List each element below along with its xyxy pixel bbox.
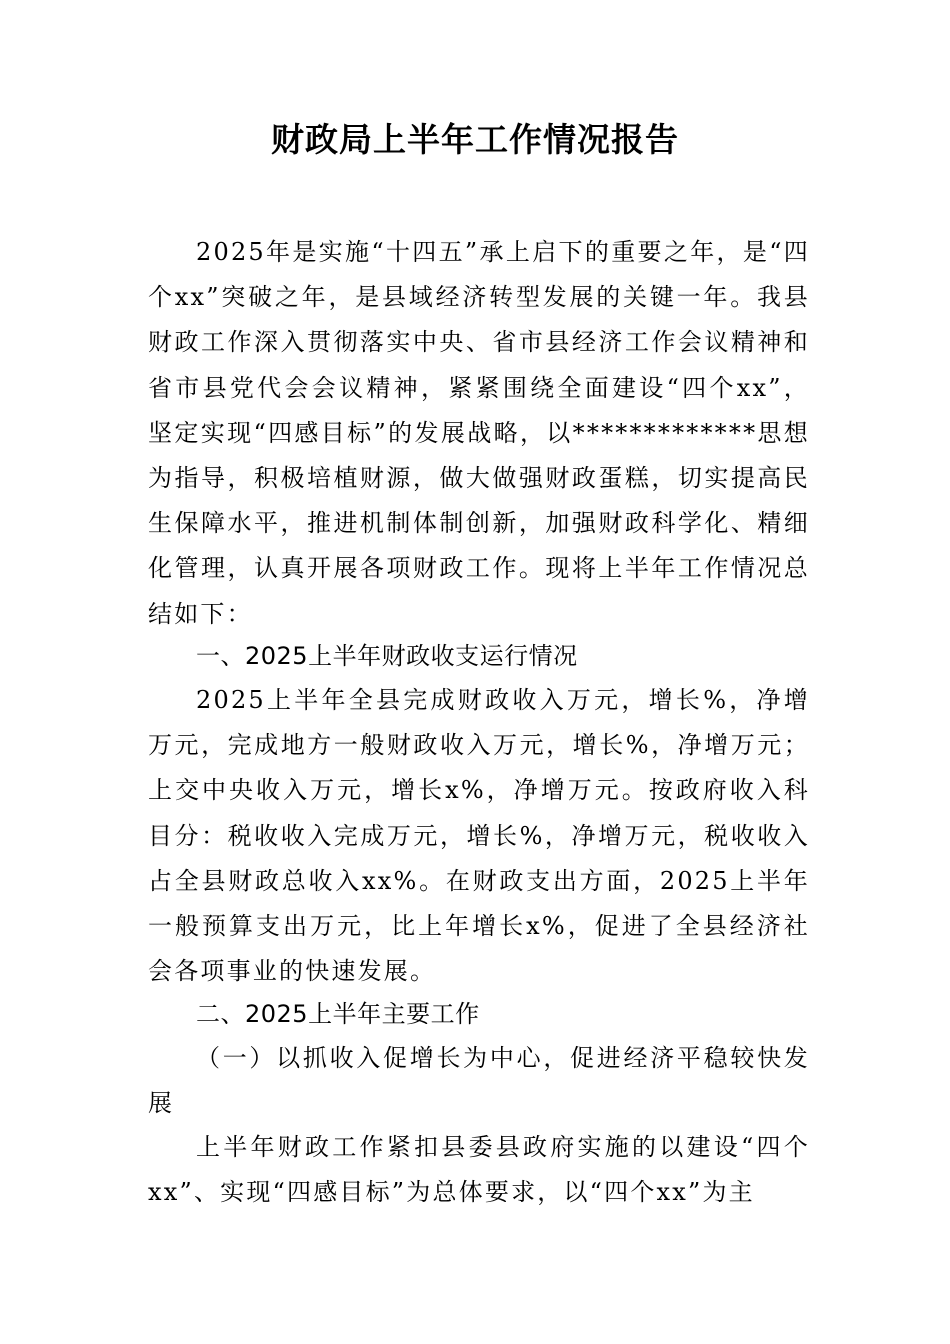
intro-paragraph: 2025年是实施“十四五”承上启下的重要之年，是“四个xx”突破之年，是县域经济转型发展的关键一年。我县财政工作深入贯彻落实中央、省市县经济工作会议精神和省市县党代会会议精神，紧紧围绕全面建设“四个xx”，坚定实现“四感目标”的发展战略，以*************思想为指导，积极培植财源，做大做强财政蛋糕，切实提高民生保障水平，推进机制体制创新，加强财政科学化、精细化管理，认真开展各项财政工作。现将上半年工作情况总结如下： — [148, 238, 810, 628]
section-heading-1: 一、2025上半年财政收支运行情况 — [196, 642, 578, 670]
section-1-paragraph: 2025上半年全县完成财政收入万元，增长%，净增万元，完成地方一般财政收入万元，增长%，净增万元；上交中央收入万元，增长x%，净增万元。按政府收入科目分：税收收入完成万元，增长%，净增万元，税收收入占全县财政总收入xx%。在财政支出方面，2025上半年一般预算支出万元，比上年增长x%，促进了全县经济社会各项事业的快速发展。 — [148, 686, 810, 986]
section-heading-2: 二、2025上半年主要工作 — [196, 1000, 480, 1028]
subsection-heading-1: （一）以抓收入促增长为中心，促进经济平稳较快发展 — [148, 1044, 810, 1118]
subsection-1-paragraph: 上半年财政工作紧扣县委县政府实施的以建设“四个xx”、实现“四感目标”为总体要求，以“四个xx”为主 — [148, 1133, 810, 1207]
document-title: 财政局上半年工作情况报告 — [271, 120, 679, 159]
